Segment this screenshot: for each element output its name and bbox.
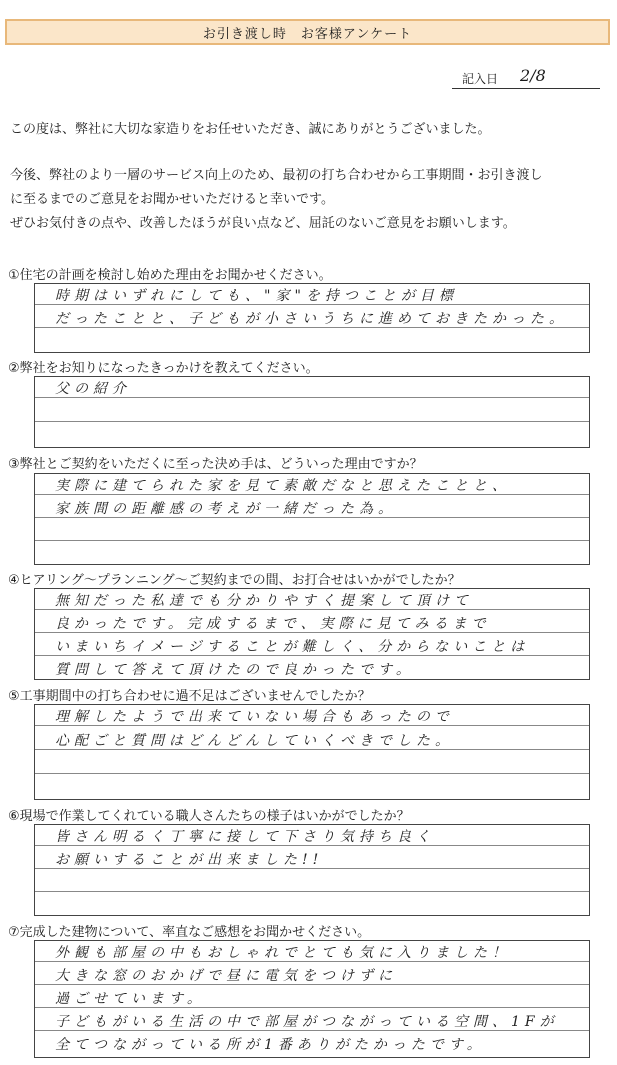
answer-line — [35, 941, 589, 962]
answer-line — [35, 401, 589, 422]
handwritten-answer: 時期はいずれにしても、"家"を持つことが目標 — [55, 288, 458, 304]
answer-line — [35, 1033, 589, 1054]
handwritten-answer: 家族間の距離感の考えが一緒だった為。 — [55, 501, 397, 517]
handwritten-answer: 心配ごと質問はどんどんしていくべきでした。 — [55, 733, 454, 749]
handwritten-answer: 大きな窓のおかげで昼に電気をつけずに — [55, 968, 397, 984]
handwritten-answer: だったことと、子どもが小さいうちに進めておきたかった。 — [55, 311, 568, 327]
answer-box-1 — [34, 283, 590, 353]
intro-line-4: ぜひお気付きの点や、改善したほうが良い点など、屈託のないご意見をお願いします。 — [10, 216, 516, 231]
handwritten-answer: いまいちイメージすることが難しく、分からないことは — [55, 639, 530, 655]
answer-line — [35, 987, 589, 1008]
question-3: ③弊社とご契約をいただくに至った決め手は、どういった理由ですか？ — [8, 457, 423, 472]
page-title: お引き渡し時 お客様アンケート — [202, 26, 413, 42]
answer-line — [35, 848, 589, 869]
answer-line — [35, 474, 589, 495]
answer-line — [35, 307, 589, 328]
answer-line — [35, 589, 589, 610]
question-1: ①住宅の計画を検討し始めた理由をお聞かせください。 — [8, 268, 332, 283]
handwritten-answer: 質問して答えて頂けたので良かったです。 — [55, 662, 415, 678]
handwritten-answer: 子どもがいる生活の中で部屋がつながっている空間、1Fが — [55, 1014, 559, 1030]
intro-line-2: 今後、弊社のより一層のサービス向上のため、最初の打ち合わせから工事期間・お引き渡し — [10, 168, 543, 183]
answer-box-4 — [34, 588, 590, 680]
question-4: ④ヒアリング～プランニング～ご契約までの間、お打合せはいかがでしたか？ — [8, 573, 461, 588]
handwritten-answer: 実際に建てられた家を見て素敵だなと思えたことと、 — [55, 478, 511, 494]
answer-box-2 — [34, 376, 590, 448]
question-7: ⑦完成した建物について、率直なご感想をお聞かせください。 — [8, 925, 371, 940]
answer-line — [35, 871, 589, 892]
survey-title-bar — [5, 19, 610, 45]
answer-line — [35, 635, 589, 656]
answer-line — [35, 964, 589, 985]
date-field — [452, 66, 600, 89]
answer-line — [35, 330, 589, 351]
answer-line — [35, 425, 589, 446]
answer-line — [35, 777, 589, 798]
date-value: 2/8 — [520, 66, 546, 85]
answer-box-7 — [34, 940, 590, 1058]
handwritten-answer: 無知だった私達でも分かりやすく提案して頂けて — [55, 593, 473, 609]
handwritten-answer: 良かったです。完成するまで、実際に見てみるまで — [55, 616, 491, 632]
answer-line — [35, 729, 589, 750]
handwritten-answer: 皆さん明るく丁寧に接して下さり気持ち良く — [55, 829, 435, 845]
answer-line — [35, 543, 589, 564]
handwritten-answer: 理解したようで出来ていない場合もあったので — [55, 709, 454, 725]
answer-line — [35, 825, 589, 846]
answer-box-6 — [34, 824, 590, 916]
answer-line — [35, 1010, 589, 1031]
handwritten-answer: お願いすることが出来ました!! — [55, 852, 324, 868]
question-5: ⑤工事期間中の打ち合わせに過不足はございませんでしたか？ — [8, 689, 371, 704]
answer-line — [35, 497, 589, 518]
handwritten-answer: 外観も部屋の中もおしゃれでとても気に入りました！ — [55, 945, 511, 961]
answer-box-3 — [34, 473, 590, 565]
question-2: ②弊社をお知りになったきっかけを教えてください。 — [8, 361, 319, 376]
handwritten-answer: 全てつながっている所が1番ありがたかったです。 — [55, 1037, 486, 1053]
answer-line — [35, 705, 589, 726]
answer-line — [35, 284, 589, 305]
answer-box-5 — [34, 704, 590, 800]
intro-line-3: に至るまでのご意見をお聞かせいただけると幸いです。 — [10, 192, 334, 207]
intro-line-1: この度は、弊社に大切な家造りをお任せいただき、誠にありがとうございました。 — [10, 122, 491, 137]
question-6: ⑥現場で作業してくれている職人さんたちの様子はいかがでしたか？ — [8, 809, 410, 824]
answer-line — [35, 753, 589, 774]
answer-line — [35, 377, 589, 398]
answer-line — [35, 520, 589, 541]
handwritten-answer: 父の紹介 — [55, 381, 131, 397]
answer-line — [35, 658, 589, 679]
handwritten-answer: 過ごせています。 — [55, 991, 206, 1007]
answer-line — [35, 894, 589, 915]
date-label: 記入日 — [462, 72, 499, 86]
answer-line — [35, 612, 589, 633]
